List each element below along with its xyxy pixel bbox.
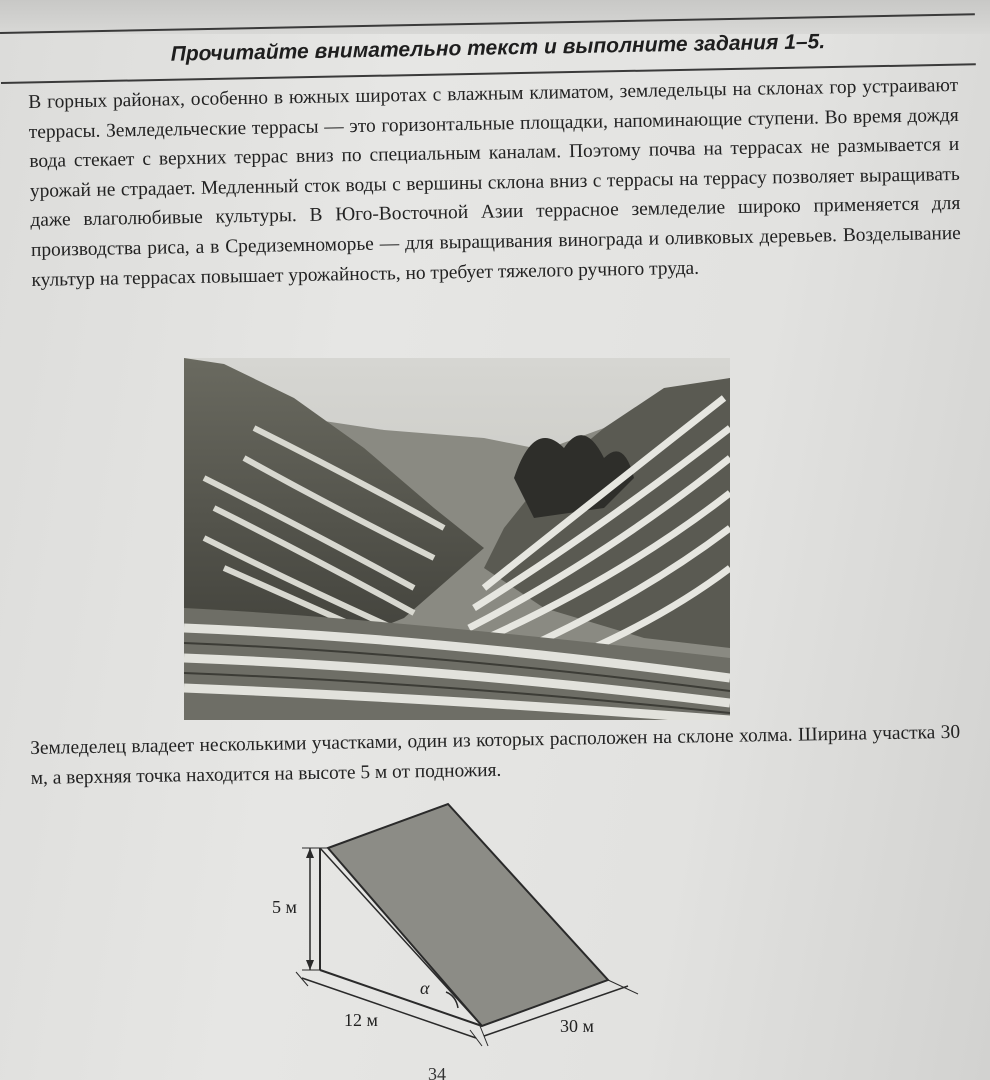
section-title: Прочитайте внимательно текст и выполните задания 1–5. <box>170 30 826 66</box>
rice-terraces-image <box>184 358 730 720</box>
slope-plane <box>328 804 608 1026</box>
height-label: 5 м <box>272 897 297 917</box>
slope-diagram <box>270 800 670 1050</box>
width-label: 30 м <box>560 1016 594 1036</box>
terrace-photo <box>184 358 730 720</box>
bleed-through-text <box>740 360 980 690</box>
base-label: 12 м <box>344 1010 378 1030</box>
angle-label: α <box>420 978 430 998</box>
page-number: 34 <box>428 1064 446 1080</box>
intro-paragraph: В горных районах, особенно в южных широтах с влажным климатом, земледельцы на склонах гор устраивают террасы. Земледельческие террасы — это горизонтальные площадки, напоминающие ступени. Во время дождя вода стекает с верхних террас вниз по специальным каналам. Поэтому почва на террасах не размывается и урожай не страдает. Медленный сток воды с вершины склона вниз с террасы на террасу позволяет выращивать даже влаголюбивые культуры. В Юго-Восточной Азии террасное земледелие широко применяется для производства риса, а в Средиземноморье — для выращивания винограда и оливковых деревьев. Возделывание культур на террасах повышает урожайность, но требует тяжелого ручного труда. <box>28 74 962 291</box>
task-paragraph: Земледелец владеет несколькими участками, один из которых расположен на склоне холма. Ширина участка 30 м, а верхняя точка находится на высоте 5 м от подножия. <box>30 721 961 789</box>
